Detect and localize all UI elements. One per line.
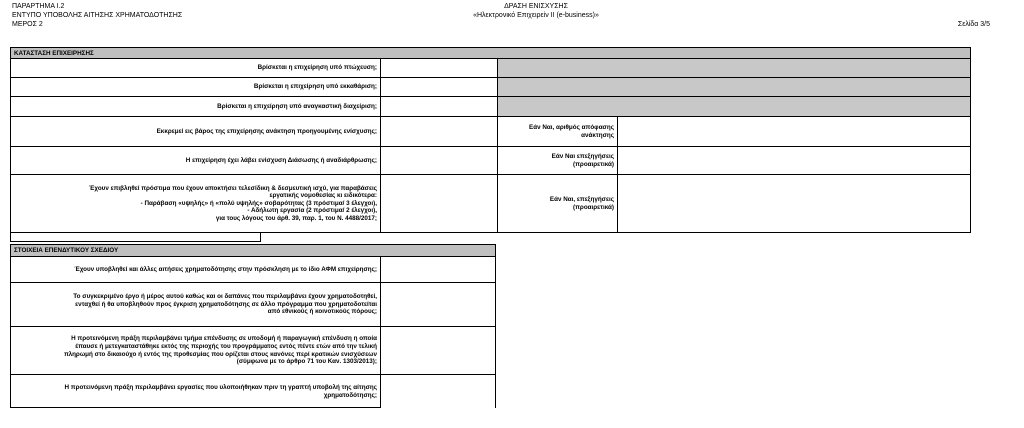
- investment-plan-table: [10, 244, 496, 408]
- shaded-cell: [497, 78, 970, 96]
- action-name: «Ηλεκτρονικό Επιχειρείν ΙΙ (e-business)»: [473, 12, 599, 19]
- table-row: [11, 327, 495, 375]
- answer-administration[interactable]: [380, 97, 497, 116]
- question-line: χρηματοδότησης;: [323, 391, 377, 399]
- question-line: Η προτεινόμενη πράξη περιλαμβάνει τμήμα επένδυσης σε υποδομή ή παραγωγική επένδυση η οποία: [71, 335, 377, 343]
- question-line: Το συγκεκριμένο έργο ή μέρος αυτού καθώς και οι δαπάνες που περιλαμβάνει έχουν χρηματοδοτηθεί,: [73, 293, 377, 301]
- answer-recovery[interactable]: [380, 117, 497, 146]
- table-row: [11, 97, 970, 117]
- question-prior-works: [11, 375, 380, 408]
- part-label: ΜΕΡΟΣ 2: [12, 21, 43, 28]
- table-row: [11, 78, 970, 97]
- annex-label: ΠΑΡΑΡΤΗΜΑ Ι.2: [12, 3, 65, 10]
- answer-bankruptcy[interactable]: [380, 59, 497, 77]
- table-row: [11, 59, 970, 78]
- question-administration: Βρίσκεται η επιχείρηση υπό αναγκαστική διαχείριση;: [217, 102, 377, 110]
- fines-explanation-input[interactable]: [617, 175, 970, 232]
- question-line: - Αδήλωτη εργασία (2 πρόστιμα/ 2 έλεγχοι),: [247, 207, 377, 215]
- answer-relocation[interactable]: [380, 327, 495, 374]
- recovery-decision-label: [497, 117, 617, 146]
- section-title: ΣΤΟΙΧΕΙΑ ΕΠΕΝΔΥΤΙΚΟΥ ΣΧΕΔΙΟΥ: [14, 247, 119, 254]
- shaded-cell: [497, 59, 970, 77]
- question-relocation: [11, 327, 380, 374]
- answer-rescue-aid[interactable]: [380, 147, 497, 174]
- question-bankruptcy: Βρίσκεται η επιχείρηση υπό πτώχευση;: [257, 64, 377, 72]
- recovery-decision-input[interactable]: [617, 117, 970, 146]
- question-liquidation: Βρίσκεται η επιχείρηση υπό εκκαθάριση;: [253, 83, 377, 91]
- question-line: από εθνικούς ή κοινοτικούς πόρους;: [267, 308, 377, 316]
- question-labour-fines: [11, 175, 380, 232]
- question-line: (σύμφωνα με το άρθρο 71 του Καν. 1303/2013);: [236, 358, 377, 366]
- question-other-applications: Έχουν υποβληθεί και άλλες αιτήσεις χρηματοδότησης στην πρόσκληση με το ίδιο ΑΦΜ επιχείρησης;: [74, 265, 377, 273]
- table-row: [11, 147, 970, 175]
- section-header: [11, 48, 970, 59]
- extra-label-line: Εάν Ναι, επεξηγήσεις: [549, 195, 614, 203]
- question-line: Η προτεινόμενη πράξη περιλαμβάνει εργασίες που υλοποιήθηκαν πριν τη γραπτή υποβολή της αίτησης: [64, 383, 377, 391]
- table-row: [11, 283, 495, 327]
- spacer-cell: [10, 232, 261, 242]
- table-row: [11, 375, 495, 408]
- question-double-funding: [11, 283, 380, 326]
- rescue-explanation-input[interactable]: [617, 147, 970, 174]
- fines-explanation-label: [497, 175, 617, 232]
- extra-label-line: Εάν Ναι επεξηγήσεις: [551, 152, 614, 160]
- page-number: Σελίδα 3/5: [957, 21, 990, 28]
- table-row: [11, 257, 495, 283]
- question-line: εργατικής νομοθεσίας κι ειδικότερα:: [269, 192, 377, 200]
- action-title: ΔΡΑΣΗ ΕΝΙΣΧΥΣΗΣ: [504, 3, 568, 10]
- extra-label-line: ανάκτησης: [581, 131, 614, 139]
- question-line: για τους λόγους του άρθ. 39, παρ. 1, του Ν. 4488/2017;: [215, 214, 377, 222]
- extra-label-line: (προαιρετικά): [573, 160, 614, 168]
- section-header: [11, 245, 495, 257]
- question-line: - Παράβαση «υψηλής» ή «πολύ υψηλής» σοβαρότητας (3 πρόστιμα/ 3 έλεγχοι),: [140, 199, 377, 207]
- question-line: έπαυσε ή μετεγκαταστάθηκε εκτός της περιοχής του προγράμματος εντός πέντε ετών από την τελική: [75, 342, 377, 350]
- extra-label-line: Εάν Ναι, αριθμός απόφασης: [529, 123, 614, 131]
- question-line: ενταχθεί ή θα υποβληθούν προς έγκριση χρηματοδότησης σε άλλο πρόγραμμα που χρηματοδοτείται: [75, 300, 377, 308]
- shaded-cell: [497, 97, 970, 116]
- answer-liquidation[interactable]: [380, 78, 497, 96]
- question-recovery: Εκκρεμεί εις βάρος της επιχείρησης ανάκτηση προηγουμένης ενίσχυσης;: [156, 127, 377, 135]
- form-title: ΕΝΤΥΠΟ ΥΠΟΒΟΛΗΣ ΑΙΤΗΣΗΣ ΧΡΗΜΑΤΟΔΟΤΗΣΗΣ: [12, 12, 183, 19]
- business-status-table: [10, 47, 971, 233]
- table-row: [11, 175, 970, 233]
- table-row: [11, 117, 970, 147]
- extra-label-line: (προαιρετικά): [573, 203, 614, 211]
- rescue-explanation-label: [497, 147, 617, 174]
- answer-labour-fines[interactable]: [380, 175, 497, 232]
- answer-double-funding[interactable]: [380, 283, 495, 326]
- question-line: πληρωμή στο δικαιούχο ή εντός της προθεσμίας που ορίζεται στους κανόνες περί κρατικών ενισχύσεων: [63, 350, 377, 358]
- question-line: Έχουν επιβληθεί πρόστιμα που έχουν αποκτήσει τελεσίδικη & δεσμευτική ισχύ, για παραβάσεις: [89, 184, 377, 192]
- question-rescue-aid: Η επιχείρηση έχει λάβει ενίσχυση Διάσωσης ή αναδιάρθρωσης;: [185, 156, 377, 164]
- answer-prior-works[interactable]: [380, 375, 495, 408]
- answer-other-applications[interactable]: [380, 257, 495, 282]
- section-title: ΚΑΤΑΣΤΑΣΗ ΕΠΙΧΕΙΡΗΣΗΣ: [14, 49, 94, 57]
